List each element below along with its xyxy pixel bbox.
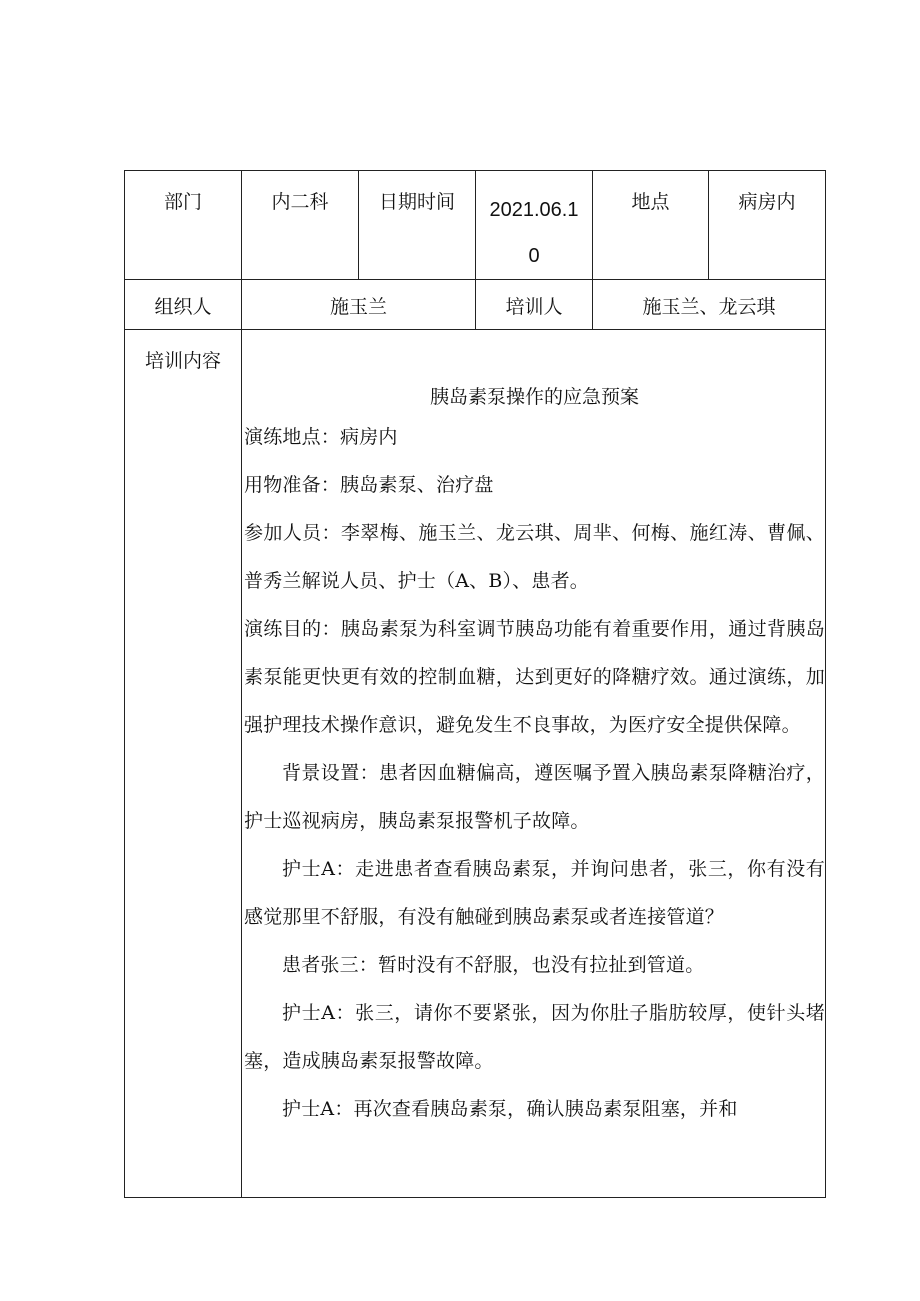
datetime-value: 2021.06.10 [489, 199, 579, 267]
content-title: 胰岛素泵操作的应急预案 [429, 386, 639, 408]
trainer-label-cell [476, 280, 593, 330]
dept-value-cell [242, 171, 359, 280]
datetime-value-cell [476, 171, 593, 280]
paragraph-materials: 用物准备：胰岛素泵、治疗盘 [244, 474, 494, 496]
trainer-value-cell [593, 280, 826, 330]
content-label-cell [125, 330, 242, 1198]
paragraph-background: 背景设置：患者因血糖偏高，遵医嘱予置入胰岛素泵降糖治疗，护士巡视病房，胰岛素泵报警机子故障。 [244, 762, 825, 832]
dept-label: 部门 [163, 191, 202, 213]
content-body-cell [242, 330, 826, 1198]
training-record-table [124, 170, 826, 1198]
organizer-value: 施玉兰 [329, 296, 387, 318]
location-value: 病房内 [738, 191, 796, 213]
paragraph-purpose: 演练目的：胰岛素泵为科室调节胰岛功能有着重要作用，通过背胰岛素泵能更快更有效的控制血糖，达到更好的降糖疗效。通过演练，加强护理技术操作意识，避免发生不良事故，为医疗安全提供保障。 [244, 618, 825, 736]
paragraph-nurse-a-2: 护士A：张三，请你不要紧张，因为你肚子脂肪较厚，使针头堵塞，造成胰岛素泵报警故障。 [244, 1002, 825, 1072]
paragraph-location: 演练地点：病房内 [244, 426, 398, 448]
location-label: 地点 [631, 191, 670, 213]
datetime-label-cell [359, 171, 476, 280]
organizer-value-cell [242, 280, 476, 330]
dept-label-cell [125, 171, 242, 280]
content-label: 培训内容 [144, 350, 221, 372]
paragraph-nurse-a-3: 护士A：再次查看胰岛素泵，确认胰岛素泵阻塞，并和 [282, 1098, 738, 1120]
trainer-value: 施玉兰、龙云琪 [642, 296, 776, 318]
organizer-label: 组织人 [154, 296, 212, 318]
paragraph-participants: 参加人员：李翠梅、施玉兰、龙云琪、周芈、何梅、施红涛、曹佩、普秀兰解说人员、护士（A、B）、患者。 [244, 522, 825, 592]
dept-value: 内二科 [271, 191, 329, 213]
paragraph-nurse-a-1: 护士A：走进患者查看胰岛素泵，并询问患者，张三，你有没有感觉那里不舒服，有没有触碰到胰岛素泵或者连接管道？ [244, 858, 825, 928]
header-row [125, 171, 826, 280]
content-row [125, 330, 826, 1198]
location-value-cell [709, 171, 826, 280]
datetime-label: 日期时间 [378, 191, 455, 213]
trainer-label: 培训人 [505, 296, 563, 318]
content-body [242, 382, 825, 1133]
organizer-label-cell [125, 280, 242, 330]
organizer-row [125, 280, 826, 330]
paragraph-patient: 患者张三：暂时没有不舒服，也没有拉扯到管道。 [282, 954, 705, 976]
location-label-cell [593, 171, 709, 280]
